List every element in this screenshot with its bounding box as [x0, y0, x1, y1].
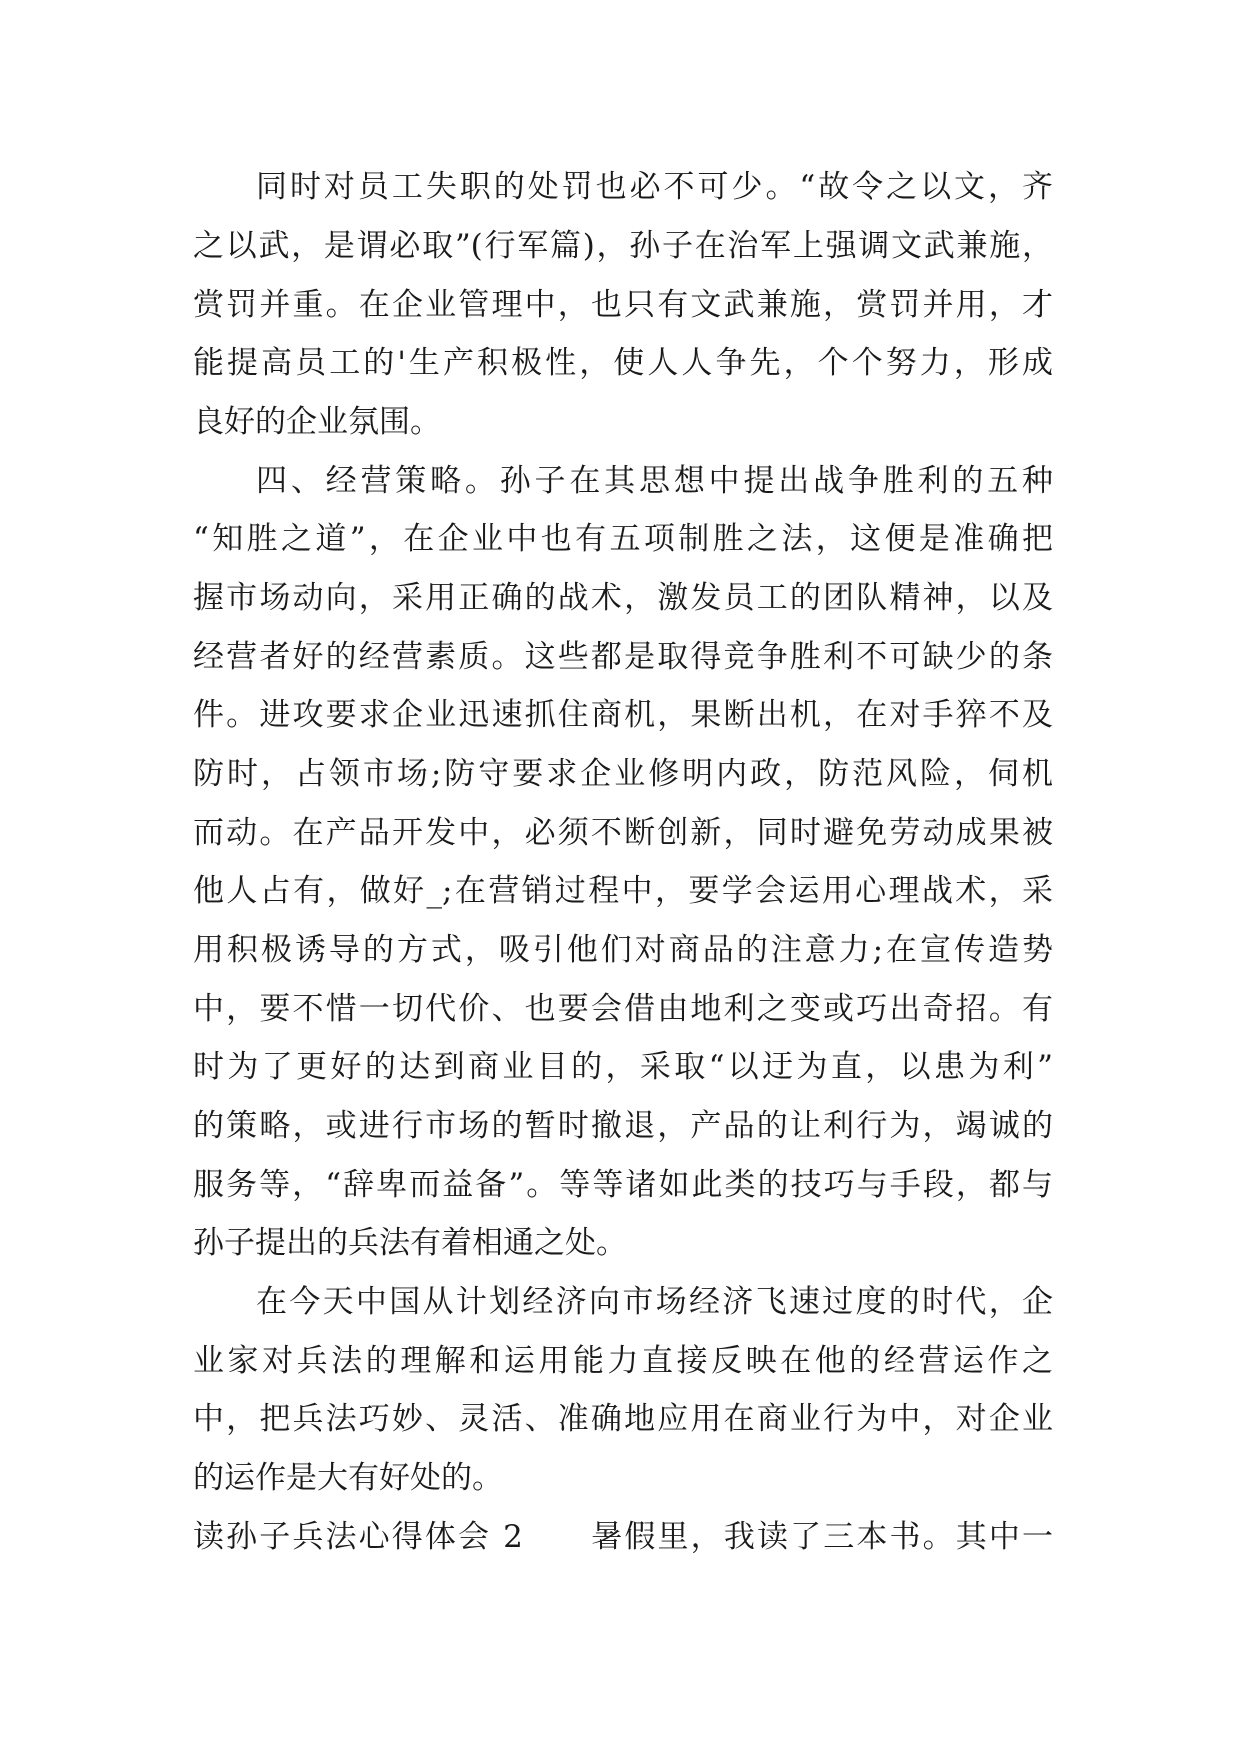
paragraph-line: 时为了更好的达到商业目的，采取“以迂为直，以患为利” — [193, 1049, 1053, 1085]
paragraph-line: 能提高员工的'生产积极性，使人人争先，个个努力，形成 — [193, 345, 1053, 381]
paragraph-line: 而动。在产品开发中，必须不断创新，同时避免劳动成果被 — [193, 815, 1053, 851]
paragraph-line: 他人占有，做好_;在营销过程中，要学会运用心理战术，采 — [193, 873, 1053, 909]
paragraph-line: 中，要不惜一切代价、也要会借由地利之变或巧出奇招。有 — [193, 991, 1053, 1027]
paragraph-line: 的策略，或进行市场的暂时撤退，产品的让利行为，竭诚的 — [193, 1108, 1053, 1144]
paragraph-line: 服务等，“辞卑而益备”。等等诸如此类的技巧与手段，都与 — [193, 1167, 1053, 1203]
paragraph-line: 良好的企业氛围。 — [193, 404, 441, 440]
paragraph-line: 中，把兵法巧妙、灵活、准确地应用在商业行为中，对企业 — [193, 1401, 1053, 1437]
paragraph-line: 握市场动向，采用正确的战术，激发员工的团队精神，以及 — [193, 580, 1053, 616]
paragraph-line: 业家对兵法的理解和运用能力直接反映在他的经营运作之 — [193, 1343, 1053, 1379]
paragraph-line: “知胜之道”，在企业中也有五项制胜之法，这便是准确把 — [193, 521, 1053, 557]
paragraph-line: 防时，占领市场;防守要求企业修明内政，防范风险，伺机 — [193, 756, 1053, 792]
paragraph-line: 件。进攻要求企业迅速抓住商机，果断出机，在对手猝不及 — [193, 697, 1053, 733]
essay-title-line: 读孙子兵法心得体会 2 暑假里，我读了三本书。其中一 — [193, 1519, 1053, 1555]
paragraph-line: 孙子提出的兵法有着相通之处。 — [193, 1225, 627, 1261]
paragraph-line: 四、经营策略。孙子在其思想中提出战争胜利的五种 — [256, 463, 1053, 499]
paragraph-line: 的运作是大有好处的。 — [193, 1460, 503, 1496]
paragraph-line: 在今天中国从计划经济向市场经济飞速过度的时代，企 — [256, 1284, 1053, 1320]
paragraph-line: 同时对员工失职的处罚也必不可少。“故令之以文，齐 — [256, 169, 1053, 205]
paragraph-line: 经营者好的经营素质。这些都是取得竞争胜利不可缺少的条 — [193, 639, 1053, 675]
paragraph-line: 赏罚并重。在企业管理中，也只有文武兼施，赏罚并用，才 — [193, 287, 1053, 323]
paragraph-line: 用积极诱导的方式，吸引他们对商品的注意力;在宣传造势 — [193, 932, 1053, 968]
paragraph-line: 之以武，是谓必取”(行军篇)，孙子在治军上强调文武兼施， — [193, 228, 1053, 264]
